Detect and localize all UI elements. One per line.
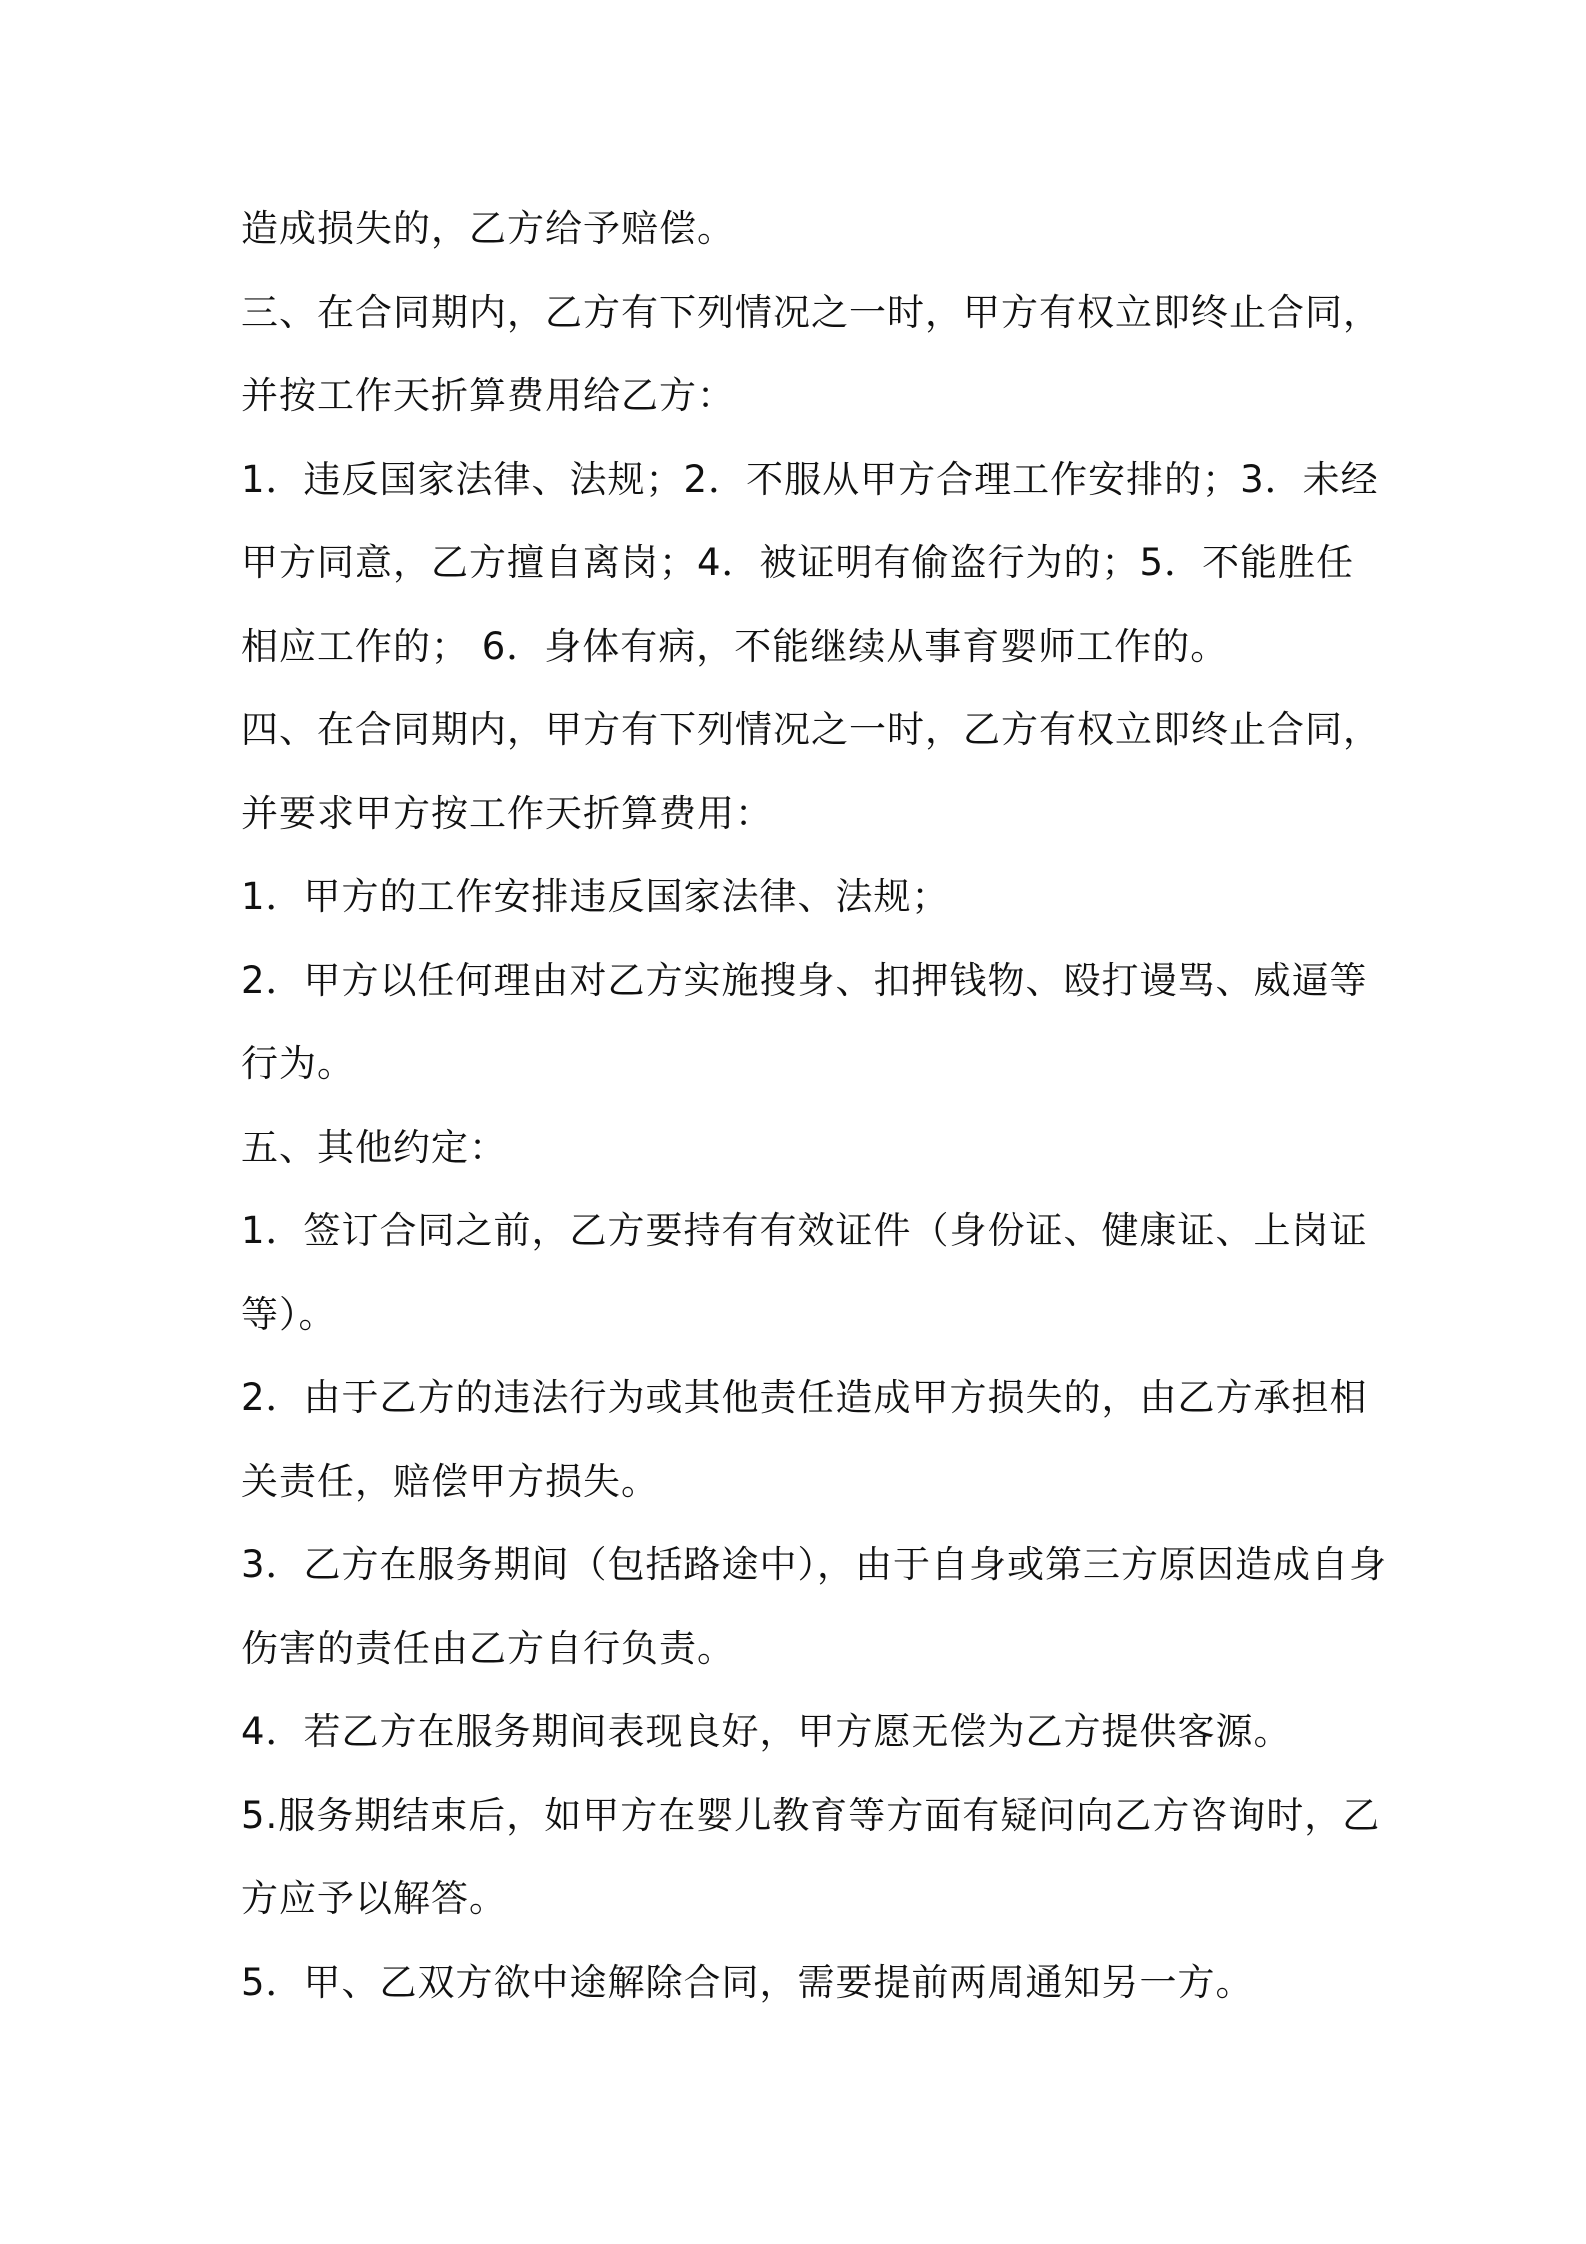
text-line: 5．甲、乙双方欲中途解除合同，需要提前两周通知另一方。: [241, 1960, 1254, 2004]
text-line: 伤害的责任由乙方自行负责。: [241, 1626, 735, 1670]
text-line: 1．甲方的工作安排违反国家法律、法规；: [241, 875, 950, 918]
text-line: 2．由于乙方的违法行为或其他责任造成甲方损失的，由乙方承担相: [241, 1376, 1368, 1419]
contract-text: [241, 187, 1388, 2024]
text-line: 行为。: [241, 1042, 355, 1085]
text-line: 4．若乙方在服务期间表现良好，甲方愿无偿为乙方提供客源。: [241, 1710, 1292, 1753]
text-line: 甲方同意，乙方擅自离岗；4．被证明有偷盗行为的；5．不能胜任: [241, 541, 1355, 584]
text-line: 相应工作的； 6．身体有病，不能继续从事育婴师工作的。: [241, 624, 1229, 668]
text-line: 3．乙方在服务期间（包括路途中），由于自身或第三方原因造成自身: [241, 1543, 1388, 1586]
text-line: 方应予以解答。: [241, 1877, 507, 1920]
text-line: 1．违反国家法律、法规；2．不服从甲方合理工作安排的；3．未经: [241, 457, 1379, 501]
text-line: 并按工作天折算费用给乙方：: [241, 374, 735, 417]
text-line: 1．签订合同之前，乙方要持有有效证件（身份证、健康证、上岗证: [241, 1209, 1368, 1252]
text-line: 等）。: [241, 1292, 337, 1336]
clause-5-heading: 五、其他约定：: [241, 1125, 507, 1169]
text-line: 2．甲方以任何理由对乙方实施搜身、扣押钱物、殴打谩骂、威逼等: [241, 958, 1368, 1002]
text-line: 5.服务期结束后，如甲方在婴儿教育等方面有疑问向乙方咨询时，乙: [241, 1793, 1381, 1837]
clause-4-heading: 四、在合同期内，甲方有下列情况之一时，乙方有权立即终止合同，: [241, 708, 1381, 751]
text-line: 造成损失的，乙方给予赔偿。: [241, 207, 735, 250]
clause-3-heading: 三、在合同期内，乙方有下列情况之一时，甲方有权立即终止合同，: [241, 290, 1381, 334]
text-line: 关责任，赔偿甲方损失。: [241, 1459, 659, 1503]
text-line: 并要求甲方按工作天折算费用：: [241, 791, 773, 835]
